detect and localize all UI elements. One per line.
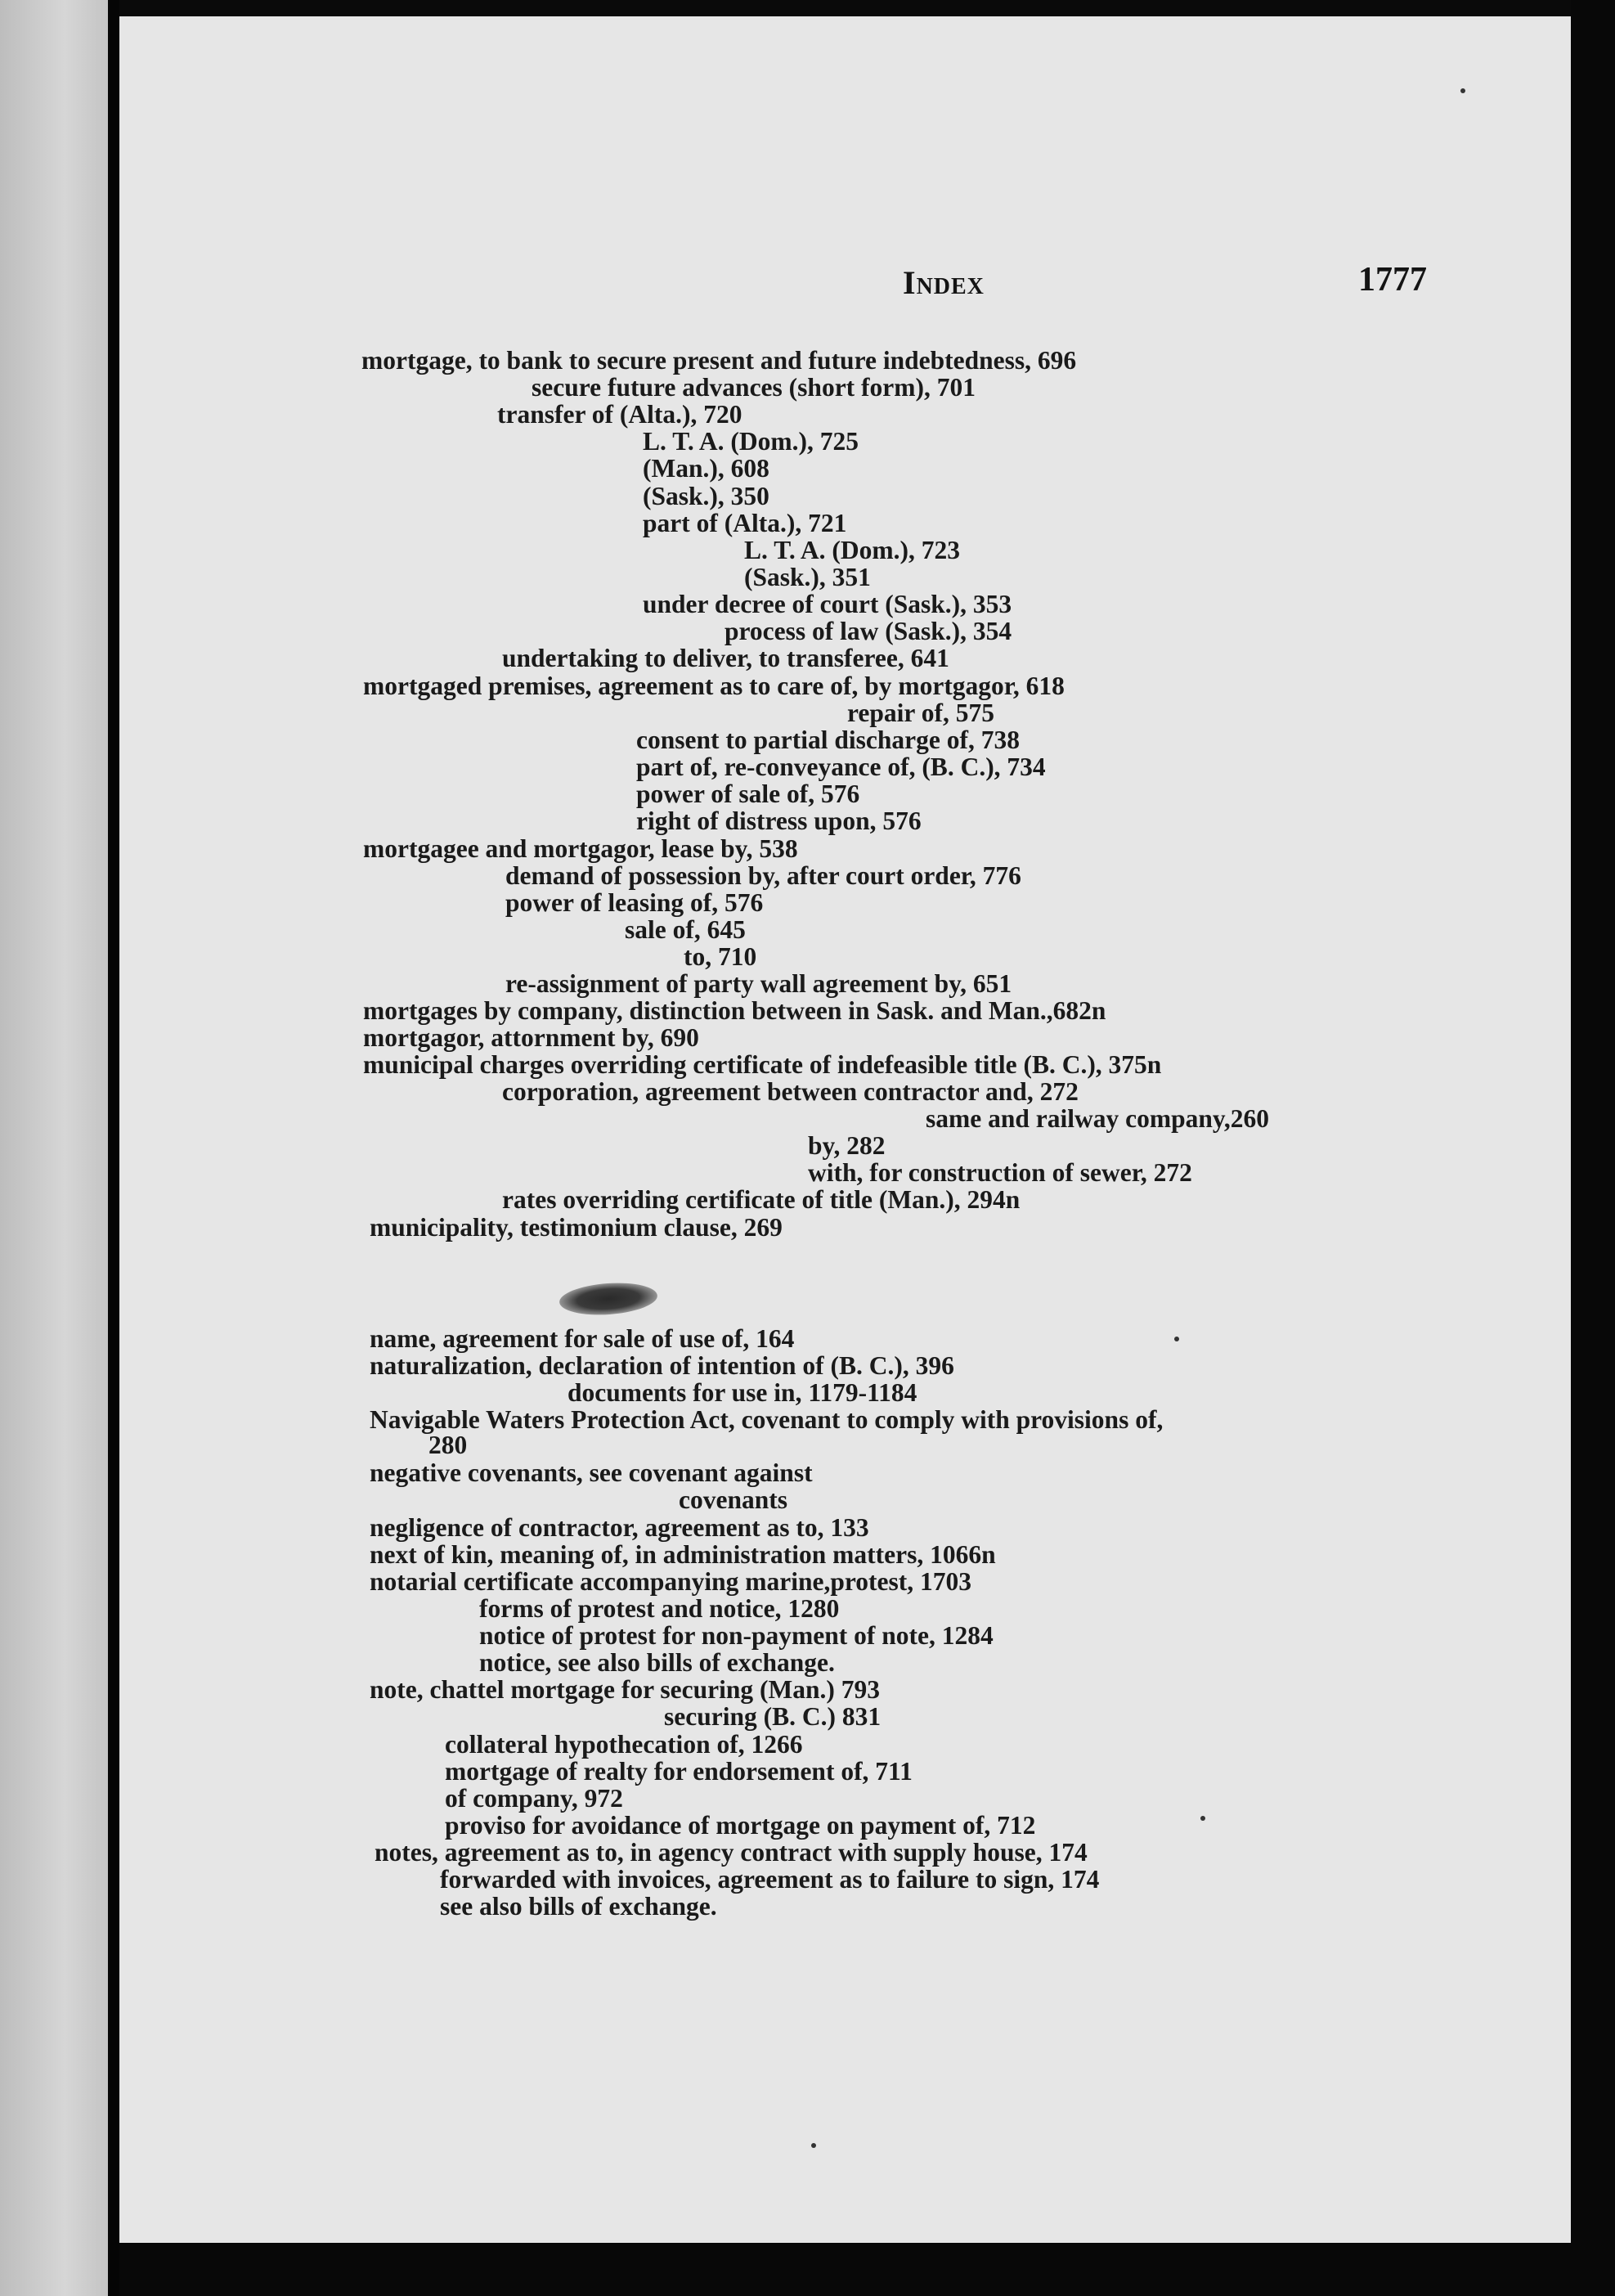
index-entry: transfer of (Alta.), 720 [497,400,742,429]
index-page [119,16,1571,2243]
index-entry: next of kin, meaning of, in administration matters, 1066n [370,1540,996,1569]
index-entry: forms of protest and notice, 1280 [479,1594,840,1623]
index-entry: (Sask.), 350 [643,482,769,510]
index-entry: notarial certificate accompanying marine,protest, 1703 [370,1567,972,1596]
index-entry: right of distress upon, 576 [636,807,922,835]
index-entry: of company, 972 [445,1784,623,1813]
index-entry: power of sale of, 576 [636,780,860,808]
index-entry: secure future advances (short form), 701 [532,373,976,402]
index-entry: process of law (Sask.), 354 [725,617,1012,645]
index-entry: repair of, 575 [847,699,994,727]
index-entry: collateral hypothecation of, 1266 [445,1730,803,1759]
index-entries [119,16,1571,2243]
index-entry: Navigable Waters Protection Act, covenant to comply with provisions of, [370,1405,1164,1434]
index-entry: under decree of court (Sask.), 353 [643,590,1012,618]
index-entry: undertaking to deliver, to transferee, 641 [502,644,949,672]
index-entry: mortgage of realty for endorsement of, 711 [445,1757,913,1786]
index-entry: power of leasing of, 576 [505,888,764,917]
index-entry: sale of, 645 [625,915,746,944]
index-entry: (Man.), 608 [643,454,769,483]
index-entry: mortgagee and mortgagor, lease by, 538 [363,834,798,863]
index-entry: L. T. A. (Dom.), 725 [643,427,859,456]
index-entry: mortgaged premises, agreement as to care of, by mortgagor, 618 [363,672,1065,700]
index-entry: see also bills of exchange. [440,1892,717,1921]
page-title: Index [903,264,985,301]
index-entry: name, agreement for sale of use of, 164 [370,1324,795,1353]
index-entry: proviso for avoidance of mortgage on payment of, 712 [445,1811,1036,1840]
dust-speck [1174,1337,1179,1341]
scan-border-right [1571,0,1615,2296]
index-entry: note, chattel mortgage for securing (Man.) 793 [370,1675,881,1704]
index-entry: part of, re-conveyance of, (B. C.), 734 [636,753,1046,781]
index-entry: forwarded with invoices, agreement as to failure to sign, 174 [440,1865,1100,1894]
index-entry: notice, see also bills of exchange. [479,1648,835,1677]
index-entry: (Sask.), 351 [744,563,871,591]
index-entry: municipal charges overriding certificate of indefeasible title (B. C.), 375n [363,1050,1162,1079]
adjacent-page-edge [0,0,108,2296]
index-entry: securing (B. C.) 831 [664,1702,882,1731]
index-entry: with, for construction of sewer, 272 [808,1158,1192,1187]
index-entry: corporation, agreement between contractor and, 272 [502,1077,1079,1106]
index-entry: naturalization, declaration of intention of (B. C.), 396 [370,1351,954,1380]
index-entry: negligence of contractor, agreement as to, 133 [370,1513,869,1542]
index-entry: part of (Alta.), 721 [643,509,847,537]
index-entry: documents for use in, 1179-1184 [567,1378,917,1407]
index-entry: notes, agreement as to, in agency contract with supply house, 174 [375,1838,1088,1867]
index-entry: demand of possession by, after court order, 776 [505,861,1021,890]
index-entry: mortgage, to bank to secure present and future indebtedness, 696 [361,346,1077,375]
index-entry: consent to partial discharge of, 738 [636,726,1020,754]
dust-speck [1460,88,1465,93]
page-number: 1777 [1358,261,1427,299]
index-entry: mortgagor, attornment by, 690 [363,1023,699,1052]
scan-border-bottom [119,2243,1615,2296]
index-entry: negative covenants, see covenant against [370,1458,813,1487]
index-entry: municipality, testimonium clause, 269 [370,1213,783,1242]
index-entry: rates overriding certificate of title (Man.), 294n [502,1185,1021,1214]
index-entry: re-assignment of party wall agreement by, 651 [505,969,1012,998]
binding-gutter [108,0,119,2296]
dust-speck [811,2143,816,2148]
index-entry: by, 282 [808,1131,886,1160]
index-entry: L. T. A. (Dom.), 723 [744,536,960,564]
index-entry: mortgages by company, distinction between in Sask. and Man.,682n [363,996,1106,1025]
index-entry: to, 710 [684,942,757,971]
index-entry: 280 [428,1431,468,1459]
index-entry: notice of protest for non-payment of note, 1284 [479,1621,994,1650]
index-entry: covenants [679,1485,787,1514]
dust-speck [1200,1816,1205,1821]
index-entry: same and railway company,260 [926,1104,1270,1133]
